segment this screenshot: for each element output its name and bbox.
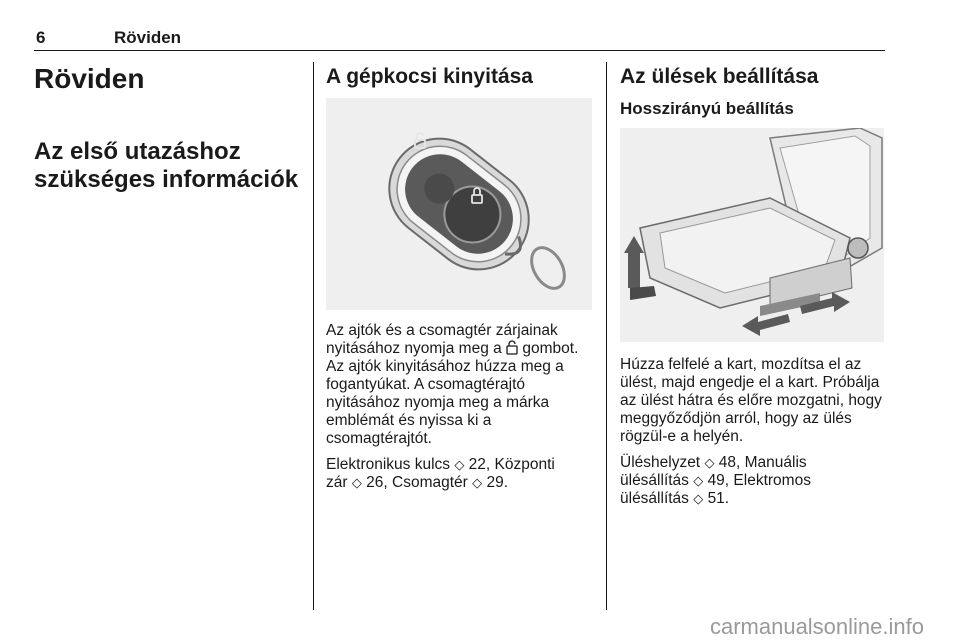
seats-subheading: Hosszirányú beállítás — [620, 99, 794, 118]
xref-arrow-icon: ◇ — [704, 455, 715, 470]
seat-line-1: Húzza felfelé a kart, mozdítsa el az — [620, 356, 862, 373]
seats-heading: Az ülések beállítása — [620, 65, 819, 88]
xref-text-1: Elektronikus kulcs — [326, 456, 451, 473]
xref-arrow-icon: ◇ — [351, 475, 362, 490]
seat-line-2: ülést, majd engedje el a kart. Próbálja — [620, 374, 880, 391]
seat-line-4: meggyőződjön arról, hogy az ülés — [620, 410, 852, 427]
intro-heading-line-1: Az első utazáshoz — [34, 138, 241, 165]
seat-xref-link-2[interactable]: 49, Elektromos — [707, 472, 811, 489]
xref-link-1[interactable]: 22, Központi — [468, 456, 555, 473]
column-intro — [34, 62, 304, 194]
xref-arrow-icon: ◇ — [693, 473, 704, 488]
header-rule — [34, 50, 885, 51]
seat-icon — [620, 128, 884, 342]
key-fob-illustration — [326, 98, 592, 310]
intro-heading — [34, 138, 304, 194]
seat-line-3: az ülést hátra és előre mozgatni, hogy — [620, 392, 882, 409]
column-divider-2 — [606, 62, 607, 610]
unlock-line-2-end: gombot. — [522, 340, 579, 357]
xref-link-2[interactable]: 26, Csomagtér — [366, 474, 468, 491]
seats-paragraph — [620, 356, 890, 446]
section-title: Röviden — [34, 63, 145, 94]
xref-link-3[interactable]: 29. — [486, 474, 509, 491]
page-number: 6 — [36, 28, 46, 47]
column-divider-1 — [313, 62, 314, 610]
xref-arrow-icon: ◇ — [693, 491, 704, 506]
running-title: Röviden — [114, 28, 182, 47]
seats-xref — [620, 454, 890, 508]
unlocking-heading: A gépkocsi kinyitása — [326, 65, 533, 88]
unlocking-paragraph — [326, 322, 596, 448]
xref-arrow-icon: ◇ — [454, 457, 465, 472]
unlock-line-5: nyitásához nyomja meg a márka — [326, 394, 550, 411]
seat-line-5: rögzül-e a helyén. — [620, 428, 744, 445]
watermark: carmanualsonline.info — [709, 614, 924, 639]
seat-xref-link-3[interactable]: 51. — [707, 490, 730, 507]
column-seats — [620, 62, 890, 508]
unlock-icon — [506, 340, 522, 357]
intro-heading-line-2: szükséges információk — [34, 166, 299, 193]
unlocking-xref — [326, 456, 596, 492]
seat-xref-link-1[interactable]: 48, Manuális — [718, 454, 807, 471]
unlock-line-4: fogantyúkat. A csomagtérajtó — [326, 376, 526, 393]
xref-arrow-icon: ◇ — [472, 475, 483, 490]
seat-adjustment-illustration — [620, 128, 884, 342]
unlock-line-6: emblémát és nyissa ki a — [326, 412, 492, 429]
xref-text-2: zár — [326, 474, 348, 491]
seat-xref-text-3: ülésállítás — [620, 490, 689, 507]
unlock-line-7: csomagtérajtót. — [326, 430, 432, 447]
unlock-line-3: Az ajtók kinyitásához húzza meg a — [326, 358, 564, 375]
column-unlocking — [326, 62, 596, 492]
seat-xref-text-1: Üléshelyzet — [620, 454, 701, 471]
seat-xref-text-2: ülésállítás — [620, 472, 689, 489]
unlock-line-1: Az ajtók és a csomagtér zárjainak — [326, 322, 558, 339]
key-fob-icon — [326, 98, 592, 310]
unlock-line-2: nyitásához nyomja meg a — [326, 340, 502, 357]
